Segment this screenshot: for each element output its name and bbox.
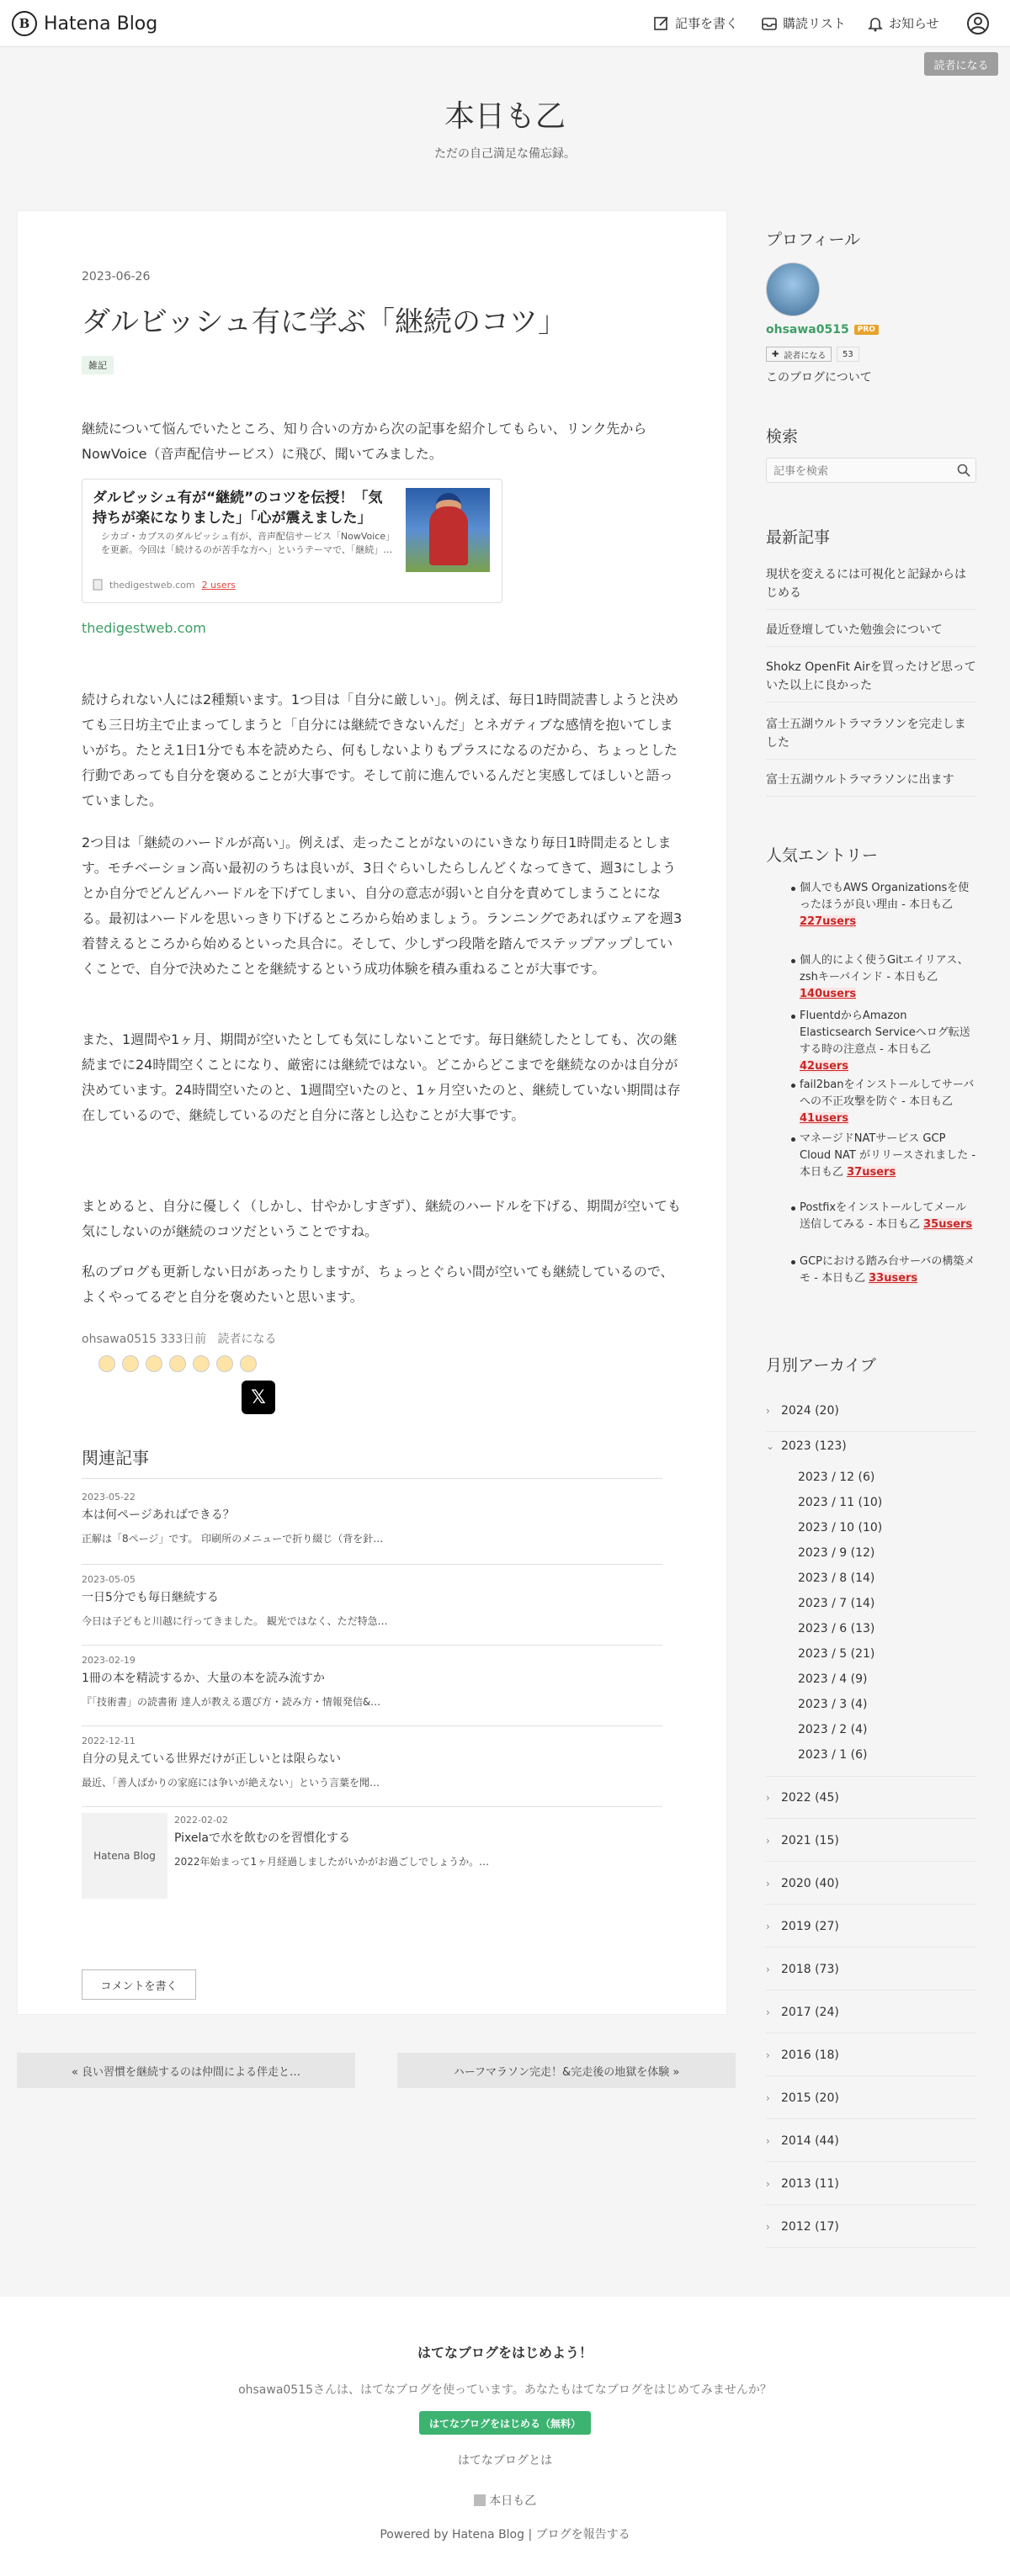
- profile-title: プロフィール: [766, 231, 861, 249]
- star-user-icon[interactable]: [169, 1355, 186, 1372]
- write-comment-button[interactable]: コメントを書く: [82, 1969, 196, 2000]
- hatena-logo-icon: B: [12, 11, 37, 36]
- recent-article-link[interactable]: 富士五湖ウルトラマラソンに出ます: [766, 764, 976, 797]
- footer-description: ohsawa0515さんは、はてなブログを使っています。あなたもはてなブログをはじめてみませんか？: [238, 2383, 772, 2397]
- search-title: 検索: [766, 427, 799, 446]
- archive-year[interactable]: [766, 2034, 976, 2076]
- popular-title: 人気エントリー: [766, 846, 879, 865]
- thumbnail-text: Hatena Blog: [93, 1850, 156, 1862]
- archive-year-label: 2019 (27): [781, 1919, 839, 1933]
- archive-year[interactable]: [766, 2206, 976, 2248]
- username-link[interactable]: ohsawa0515: [766, 323, 849, 337]
- blog-description: ただの自己満足な備忘録。: [434, 147, 576, 161]
- link-card[interactable]: [82, 479, 502, 603]
- archive-month[interactable]: 2023 / 10 (10): [798, 1521, 883, 1534]
- write-article-button[interactable]: [653, 14, 738, 32]
- notifications-button[interactable]: [867, 14, 939, 32]
- article: [17, 210, 727, 2015]
- divider: [82, 1645, 662, 1646]
- chevron-right-icon: ›: [766, 2006, 770, 2018]
- archive-year[interactable]: [766, 2163, 976, 2205]
- popular-entry-text: Postfixをインストールしてメール送信してみる - 本日も乙: [800, 1201, 967, 1231]
- footer-title: はてなブログをはじめよう！: [417, 2345, 593, 2361]
- related-thumbnail[interactable]: [82, 1813, 167, 1899]
- bookmark-users[interactable]: 37users: [847, 1166, 896, 1179]
- reader-count: 53: [837, 347, 859, 362]
- archive-year[interactable]: [766, 2077, 976, 2119]
- related-excerpt: 今日は子どもと川越に行ってきました。 観光ではなく、ただ特急…: [82, 1615, 388, 1627]
- popular-entry-text: 個人的によく使うGitエイリアス、zshキーバインド - 本日も乙: [800, 954, 969, 983]
- subscription-list-label: 購読リスト: [783, 16, 846, 31]
- related-title: Pixelaで水を飲むのを習慣化する: [174, 1831, 350, 1845]
- start-blog-button[interactable]: はてなブログをはじめる（無料）: [419, 2411, 591, 2435]
- popular-entry[interactable]: [800, 952, 976, 1003]
- avatar[interactable]: [766, 262, 820, 316]
- source-link[interactable]: thedigestweb.com: [82, 620, 206, 636]
- star-user-icon[interactable]: [193, 1355, 210, 1372]
- archive-month[interactable]: 2023 / 11 (10): [798, 1496, 883, 1509]
- recent-article-link[interactable]: 最近登壇していた勉強会について: [766, 614, 976, 647]
- archive-year[interactable]: [766, 1777, 976, 1819]
- related-article[interactable]: [82, 1655, 662, 1709]
- archive-year-label: 2012 (17): [781, 2219, 839, 2234]
- author-link[interactable]: ohsawa0515 333日前: [82, 1333, 207, 1346]
- link-card-footer: [93, 579, 236, 591]
- category-tag[interactable]: 雑記: [82, 356, 114, 374]
- bookmark-users[interactable]: 33users: [869, 1272, 918, 1285]
- archive-year[interactable]: [766, 2120, 976, 2162]
- archive-year[interactable]: [766, 1390, 976, 1432]
- paragraph-2: 2つ目は「継続のハードルが高い」。例えば、走ったことがないのにいきなり毎日1時間走るとします。モチベーション高い最初のうちは良いが、3日ぐらいしたらしんどくなってきて、週3にしようとか自分でどんどんハードルを下げてしまい、自分の意志が弱いと自分を責めてしまうことになる。最初はハードルを思いっきり下げるところから始めましょう。ランニングであればウェアを週3着替えるところから始めるといった具合に。そして、少しずつ段階を踏んでステップアップしていくことで、自分で決めたことを継続するという成功体験を積み重ねることが大事です。: [82, 835, 683, 977]
- subscribe-button[interactable]: 読者になる: [924, 52, 998, 76]
- star-user-icon[interactable]: [146, 1355, 162, 1372]
- archive-year[interactable]: [766, 1820, 976, 1862]
- article-date[interactable]: 2023-06-26: [82, 270, 151, 284]
- top-bar: [0, 0, 1010, 47]
- related-excerpt: 2022年始まって1ヶ月経過しましたがいかがお過ごしでしょうか。…: [174, 1856, 490, 1868]
- notifications-label: お知らせ: [889, 16, 939, 31]
- archive-year[interactable]: [766, 1863, 976, 1905]
- archive-month[interactable]: 2023 / 4 (9): [798, 1672, 868, 1686]
- related-title: 1冊の本を精読するか、大量の本を読み流すか: [82, 1672, 325, 1685]
- prev-article-link[interactable]: « 良い習慣を継続するのは仲間による伴走と…: [17, 2053, 355, 2088]
- popular-entry[interactable]: [800, 1077, 976, 1127]
- recent-title: 最新記事: [766, 528, 831, 547]
- popular-entry-text: FluentdからAmazon Elasticsearch Serviceへログ転送する時の注意点 - 本日も乙: [800, 1010, 970, 1056]
- archive-month[interactable]: 2023 / 1 (6): [798, 1748, 868, 1762]
- bookmark-users[interactable]: 42users: [800, 1060, 849, 1073]
- related-excerpt: 最近、「善人ばかりの家庭には争いが絶えない」という言葉を聞…: [82, 1777, 380, 1789]
- subscription-list-button[interactable]: [761, 14, 846, 32]
- related-title: 本は何ページあればできる？: [82, 1508, 235, 1522]
- archive-year[interactable]: [766, 1991, 976, 2033]
- article-title[interactable]: ダルビッシュ有に学ぶ「継続のコツ」: [82, 305, 566, 339]
- chevron-right-icon: ›: [766, 1963, 770, 1975]
- username-row: [766, 323, 879, 337]
- archive-month[interactable]: 2023 / 6 (13): [798, 1622, 875, 1635]
- blog-favicon-icon: [474, 2494, 486, 2506]
- paragraph-5: 私のブログも更新しない日があったりしますが、ちょっとぐらい間が空いても継続しているので、よくやってるぞと自分を褒めたいと思います。: [82, 1264, 674, 1305]
- about-blog-link[interactable]: このブログについて: [766, 371, 872, 384]
- paragraph-4: まとめると、自分に優しく（しかし、甘やかしすぎず）、継続のハードルを下げる、期間が空いても気にしないのが継続のコツだということですね。: [82, 1198, 682, 1239]
- star-user-icon[interactable]: [216, 1355, 233, 1372]
- star-user-icon[interactable]: [240, 1355, 257, 1372]
- chevron-right-icon: ›: [766, 2177, 770, 2190]
- link-card-site: thedigestweb.com: [109, 579, 195, 591]
- bell-icon: [867, 15, 884, 32]
- related-date: 2023-02-19: [82, 1655, 136, 1666]
- divider: [82, 1478, 662, 1479]
- chevron-right-icon: ›: [766, 2091, 770, 2104]
- archive-year-label: 2017 (24): [781, 2005, 839, 2019]
- chevron-right-icon: ›: [766, 1834, 770, 1847]
- divider: [82, 1564, 662, 1565]
- link-card-thumbnail: [406, 488, 490, 572]
- archive-year-label: 2013 (11): [781, 2176, 839, 2191]
- profile-subscribe-label: 読者になる: [784, 351, 827, 361]
- search-icon[interactable]: [956, 463, 971, 478]
- footer-blog-link[interactable]: [0, 2492, 1010, 2509]
- chevron-right-icon: ›: [766, 1920, 770, 1932]
- related-excerpt: 正解は「8ページ」です。 印刷所のメニューで折り綴じ（背を針…: [82, 1533, 384, 1545]
- powered-by[interactable]: Powered by Hatena Blog | ブログを報告する: [380, 2528, 630, 2542]
- paragraph-1: 続けられない人には2種類います。1つ目は「自分に厳しい」。例えば、毎日1時間読書しようと決めても三日坊主で止まってしまうと「自分には継続できないんだ」とネガティブな感情を抱いてしまいがち。たとえ1日1分でも本を読めたら、何もしないよりもプラスになるのだから、ちょっとした行動であっても自分を褒めることが大事です。そして前に進んでいるんだと実感してほしいと語っていました。: [82, 692, 679, 808]
- archive-month[interactable]: 2023 / 12 (6): [798, 1471, 875, 1484]
- article-intro: 継続について悩んでいたところ、知り合いの方から次の記事を紹介してもらい、リンク先からNowVoice（音声配信サービス）に飛び、聞いてみました。: [82, 421, 647, 462]
- hatena-blog-logo[interactable]: [12, 11, 157, 36]
- star-user-icon[interactable]: [98, 1355, 115, 1372]
- popular-entry[interactable]: [800, 1254, 976, 1287]
- popular-entry-text: GCPにおける踏み台サーバの構築メモ - 本日も乙: [800, 1255, 975, 1285]
- write-article-label: 記事を書く: [675, 16, 739, 31]
- archive-month[interactable]: 2023 / 9 (12): [798, 1546, 875, 1560]
- chevron-right-icon: ›: [766, 1877, 770, 1890]
- divider: [82, 1806, 662, 1807]
- archive-year-label: 2024 (20): [781, 1403, 839, 1418]
- link-card-title: ダルビッシュ有が“継続”のコツを伝授！「気持ちが楽になりました」「心が震えました」: [93, 490, 383, 527]
- archive-year-label: 2022 (45): [781, 1790, 839, 1805]
- archive-year[interactable]: [766, 1948, 976, 1990]
- popular-entry-text: 個人でもAWS Organizationsを使ったほうが良い理由 - 本日も乙: [800, 882, 970, 911]
- divider: [82, 1725, 662, 1726]
- related-date: 2022-12-11: [82, 1736, 136, 1746]
- archive-year-label: 2015 (20): [781, 2091, 839, 2105]
- pro-badge: PRO: [854, 325, 879, 335]
- divider: [766, 1768, 976, 1777]
- archive-year-label: 2021 (15): [781, 1833, 839, 1847]
- related-date: 2022-02-02: [174, 1815, 228, 1826]
- bookmark-users[interactable]: 35users: [923, 1218, 973, 1231]
- popular-entry-text: マネージドNATサービス GCP Cloud NAT がリリースされました - 本日も乙: [800, 1132, 976, 1179]
- search-input[interactable]: [766, 458, 976, 483]
- related-articles-title: 関連記事: [82, 1448, 149, 1468]
- chevron-right-icon: ›: [766, 2049, 770, 2061]
- archive-year-label: 2023 (123): [781, 1439, 847, 1453]
- related-excerpt: 『「技術書」の読書術 達人が教える選び方・読み方・情報発信&…: [82, 1696, 381, 1708]
- next-article-link[interactable]: ハーフマラソン完走！&完走後の地獄を体験 »: [397, 2053, 736, 2088]
- chevron-down-icon: ⌄: [766, 1440, 775, 1452]
- profile-subscribe-button[interactable]: [766, 347, 832, 362]
- archive-title: 月別アーカイブ: [766, 1356, 876, 1375]
- archive-year-label: 2020 (40): [781, 1876, 839, 1890]
- chevron-right-icon: ›: [766, 2134, 770, 2147]
- related-article[interactable]: [82, 1574, 662, 1628]
- bookmark-users[interactable]: 41users: [800, 1112, 849, 1125]
- user-account-icon[interactable]: [966, 12, 990, 35]
- related-title: 一日5分でも毎日継続する: [82, 1591, 219, 1604]
- archive-year[interactable]: [766, 1905, 976, 1948]
- recent-article-link[interactable]: 富士五湖ウルトラマラソンを完走しました: [766, 708, 976, 760]
- archive-year-label: 2016 (18): [781, 2048, 839, 2062]
- popular-entry[interactable]: [800, 1008, 976, 1075]
- plus-icon: ✚: [772, 349, 779, 359]
- popular-entry-text: fail2banをインストールしてサーバへの不正攻撃を防ぐ - 本日も乙: [800, 1079, 975, 1108]
- blog-title[interactable]: 本日も乙: [444, 99, 566, 134]
- chevron-right-icon: ›: [766, 2220, 770, 2233]
- footer-blog-name: 本日も乙: [489, 2494, 537, 2508]
- related-article[interactable]: [174, 1815, 662, 1868]
- archive-month[interactable]: 2023 / 3 (4): [798, 1698, 868, 1711]
- x-share-icon[interactable]: 𝕏: [242, 1381, 275, 1414]
- link-card-description: シカゴ・カブスのダルビッシュ有が、音声配信サービス「NowVoice」を更新。今回は「続けるのが苦手な方へ」というテーマで、「継続」…: [101, 531, 396, 555]
- link-card-users[interactable]: 2 users: [201, 579, 236, 591]
- star-row: [98, 1355, 257, 1372]
- popular-entry[interactable]: [800, 1131, 976, 1181]
- archive-year-label: 2018 (73): [781, 1962, 839, 1976]
- paragraph-3: また、1週間や1ヶ月、期間が空いたとしても気にしないことです。毎日継続したとしても、次の継続までに24時間空くことになり、厳密には継続ではない。どこからどこまでを継続なのかは自分が決めています。24時間空いたのと、1週間空いたのと、1ヶ月空いたのと、継続していない期間は存在しているので、継続しているのだと自分に落とし込むことが大事です。: [82, 1031, 681, 1123]
- related-article[interactable]: [82, 1736, 662, 1789]
- related-article[interactable]: [82, 1492, 662, 1545]
- byline: [82, 1330, 277, 1347]
- edit-icon: [653, 15, 670, 32]
- footer: [0, 2297, 1010, 2576]
- bookmark-users[interactable]: 140users: [800, 988, 857, 1000]
- page-icon: [93, 579, 103, 591]
- recent-article-link[interactable]: 現状を変えるには可視化と記録からはじめる: [766, 559, 976, 610]
- related-date: 2023-05-05: [82, 1574, 136, 1585]
- recent-article-link[interactable]: Shokz OpenFit Airを買ったけど思っていた以上に良かった: [766, 651, 976, 702]
- archive-month[interactable]: 2023 / 8 (14): [798, 1572, 875, 1585]
- related-title: 自分の見えている世界だけが正しいとは限らない: [82, 1752, 341, 1766]
- archive-month[interactable]: 2023 / 7 (14): [798, 1597, 875, 1610]
- about-hatena-link[interactable]: はてなブログとは: [457, 2454, 553, 2467]
- bookmark-users[interactable]: 227users: [800, 915, 857, 928]
- popular-entry[interactable]: [800, 1200, 976, 1233]
- star-user-icon[interactable]: [122, 1355, 139, 1372]
- chevron-right-icon: ›: [766, 1404, 770, 1417]
- archive-year-label: 2014 (44): [781, 2133, 839, 2148]
- archive-month[interactable]: 2023 / 2 (4): [798, 1723, 868, 1736]
- archive-month[interactable]: 2023 / 5 (21): [798, 1647, 875, 1661]
- byline-subscribe-link[interactable]: 読者になる: [217, 1333, 277, 1346]
- archive-year-open[interactable]: [766, 1432, 976, 1460]
- related-date: 2023-05-22: [82, 1492, 136, 1503]
- inbox-icon: [761, 15, 778, 32]
- popular-entry[interactable]: [800, 880, 976, 930]
- logo-text: Hatena Blog: [44, 13, 158, 34]
- chevron-right-icon: ›: [766, 1791, 770, 1804]
